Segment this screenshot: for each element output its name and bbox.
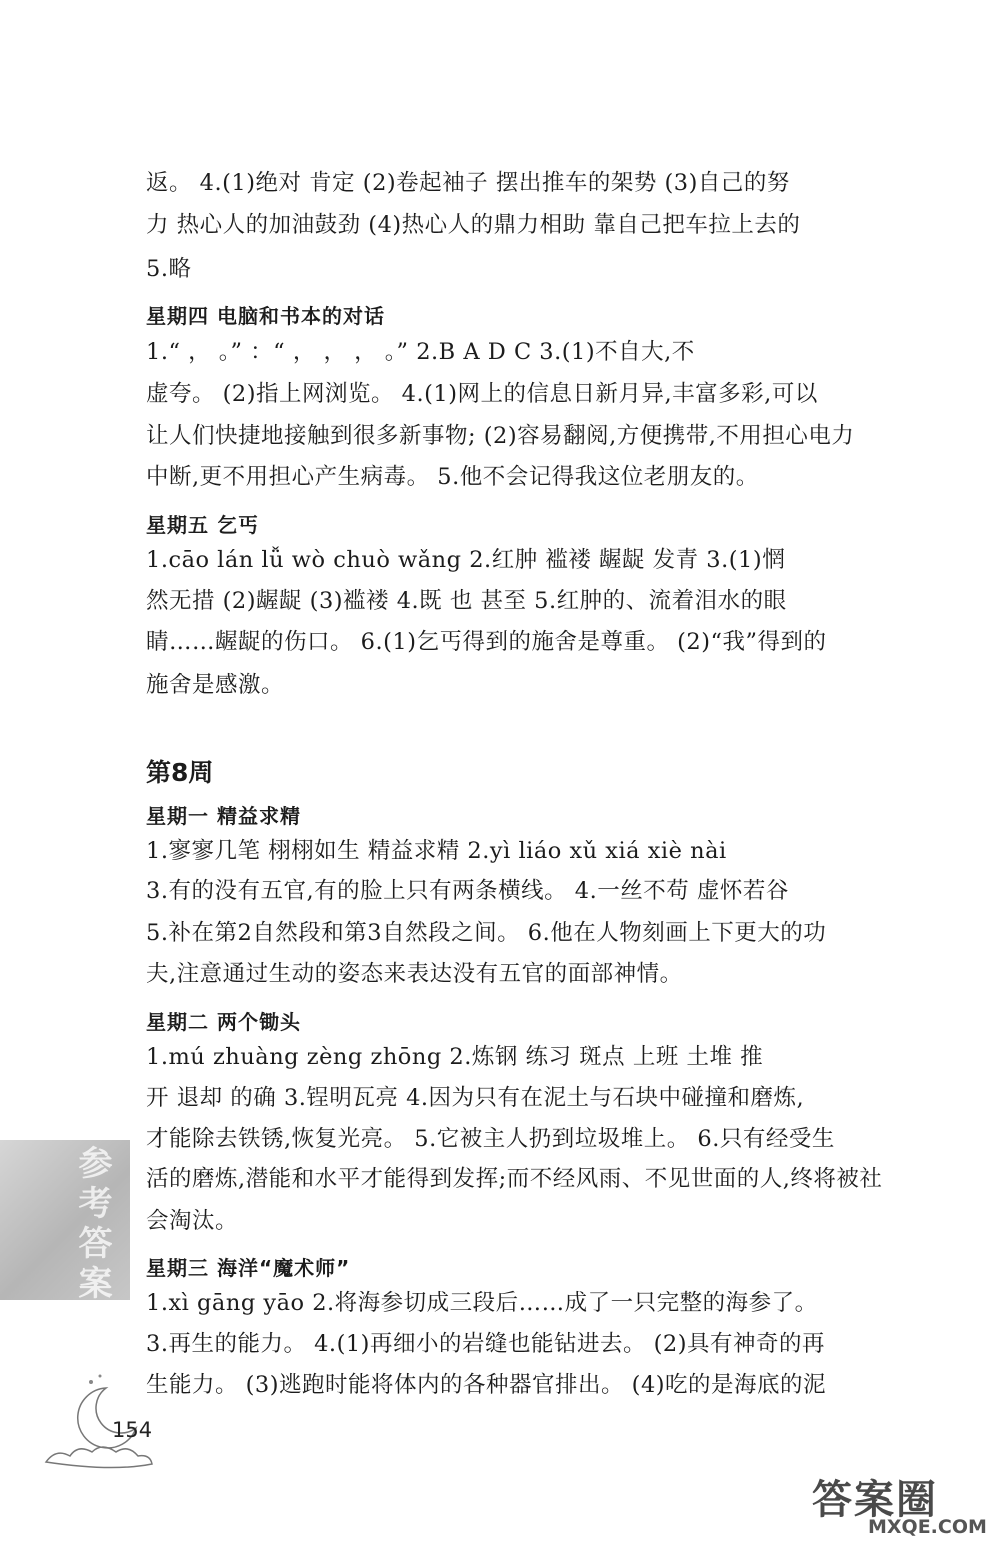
week-title: 第8周	[146, 758, 214, 787]
watermark-url: MXQE.COM	[868, 1516, 987, 1538]
section-heading-tuesday: 星期二 两个锄头	[146, 1010, 301, 1034]
side-tab-label: 参考答案	[72, 1145, 112, 1305]
moon-cloud-decoration-icon	[36, 1370, 176, 1480]
answer-line: 让人们快捷地接触到很多新事物; (2)容易翻阅,方便携带,不用担心电力	[146, 423, 855, 449]
section-heading-monday: 星期一 精益求精	[146, 804, 301, 828]
answer-line: 1.cāo lán lǚ wò chuò wǎng 2.红肿 褴褛 龌龊 发青 3.(1)惘	[146, 547, 786, 573]
answer-line: 施舍是感激。	[146, 672, 285, 698]
answer-line: 5.略	[146, 256, 192, 282]
answer-line: 才能除去铁锈,恢复光亮。 5.它被主人扔到垃圾堆上。 6.只有经受生	[146, 1126, 835, 1152]
answer-line: 睛……龌龊的伤口。 6.(1)乞丐得到的施舍是尊重。 (2)“我”得到的	[146, 629, 827, 655]
answer-line: 然无措 (2)龌龊 (3)褴褛 4.既 也 甚至 5.红肿的、流着泪水的眼	[146, 588, 787, 614]
section-heading-friday: 星期五 乞丐	[146, 513, 259, 537]
answer-line: 返。 4.(1)绝对 肯定 (2)卷起袖子 摆出推车的架势 (3)自己的努	[146, 170, 790, 196]
answer-line: 虚夸。 (2)指上网浏览。 4.(1)网上的信息日新月异,丰富多彩,可以	[146, 381, 818, 407]
answer-line: 夫,注意通过生动的姿态来表达没有五官的面部神情。	[146, 961, 683, 987]
answer-line: 1.xì gāng yāo 2.将海参切成三段后……成了一只完整的海参了。	[146, 1290, 818, 1316]
answer-line: 3.有的没有五官,有的脸上只有两条横线。 4.一丝不苟 虚怀若谷	[146, 878, 789, 904]
answer-line: 中断,更不用担心产生病毒。 5.他不会记得我这位老朋友的。	[146, 464, 759, 490]
section-heading-thursday: 星期四 电脑和书本的对话	[146, 304, 385, 328]
section-heading-wednesday: 星期三 海洋“魔术师”	[146, 1256, 351, 1280]
answer-line: 5.补在第2自然段和第3自然段之间。 6.他在人物刻画上下更大的功	[146, 920, 827, 946]
answer-line: 1.“ ， 。” ：“ ， ， ， 。” 2.B A D C 3.(1)不自大,不	[146, 339, 695, 365]
answer-line: 开 退却 的确 3.锃明瓦亮 4.因为只有在泥土与石块中碰撞和磨炼,	[146, 1085, 805, 1111]
watermark-logo: 答案圈	[812, 1477, 938, 1523]
answer-line: 力 热心人的加油鼓劲 (4)热心人的鼎力相助 靠自己把车拉上去的	[146, 212, 801, 238]
page-number: 154	[112, 1418, 153, 1442]
answer-line: 会淘汰。	[146, 1208, 239, 1234]
answer-line: 活的磨炼,潜能和水平才能得到发挥;而不经风雨、不见世面的人,终将被社	[146, 1166, 883, 1192]
answer-line: 生能力。 (3)逃跑时能将体内的各种器官排出。 (4)吃的是海底的泥	[146, 1372, 827, 1398]
answer-line: 1.寥寥几笔 栩栩如生 精益求精 2.yì liáo xǔ xiá xiè nài	[146, 838, 727, 864]
answer-line: 1.mú zhuàng zèng zhōng 2.炼钢 练习 斑点 上班 土堆 推	[146, 1044, 764, 1070]
answer-line: 3.再生的能力。 4.(1)再细小的岩缝也能钻进去。 (2)具有神奇的再	[146, 1331, 825, 1357]
